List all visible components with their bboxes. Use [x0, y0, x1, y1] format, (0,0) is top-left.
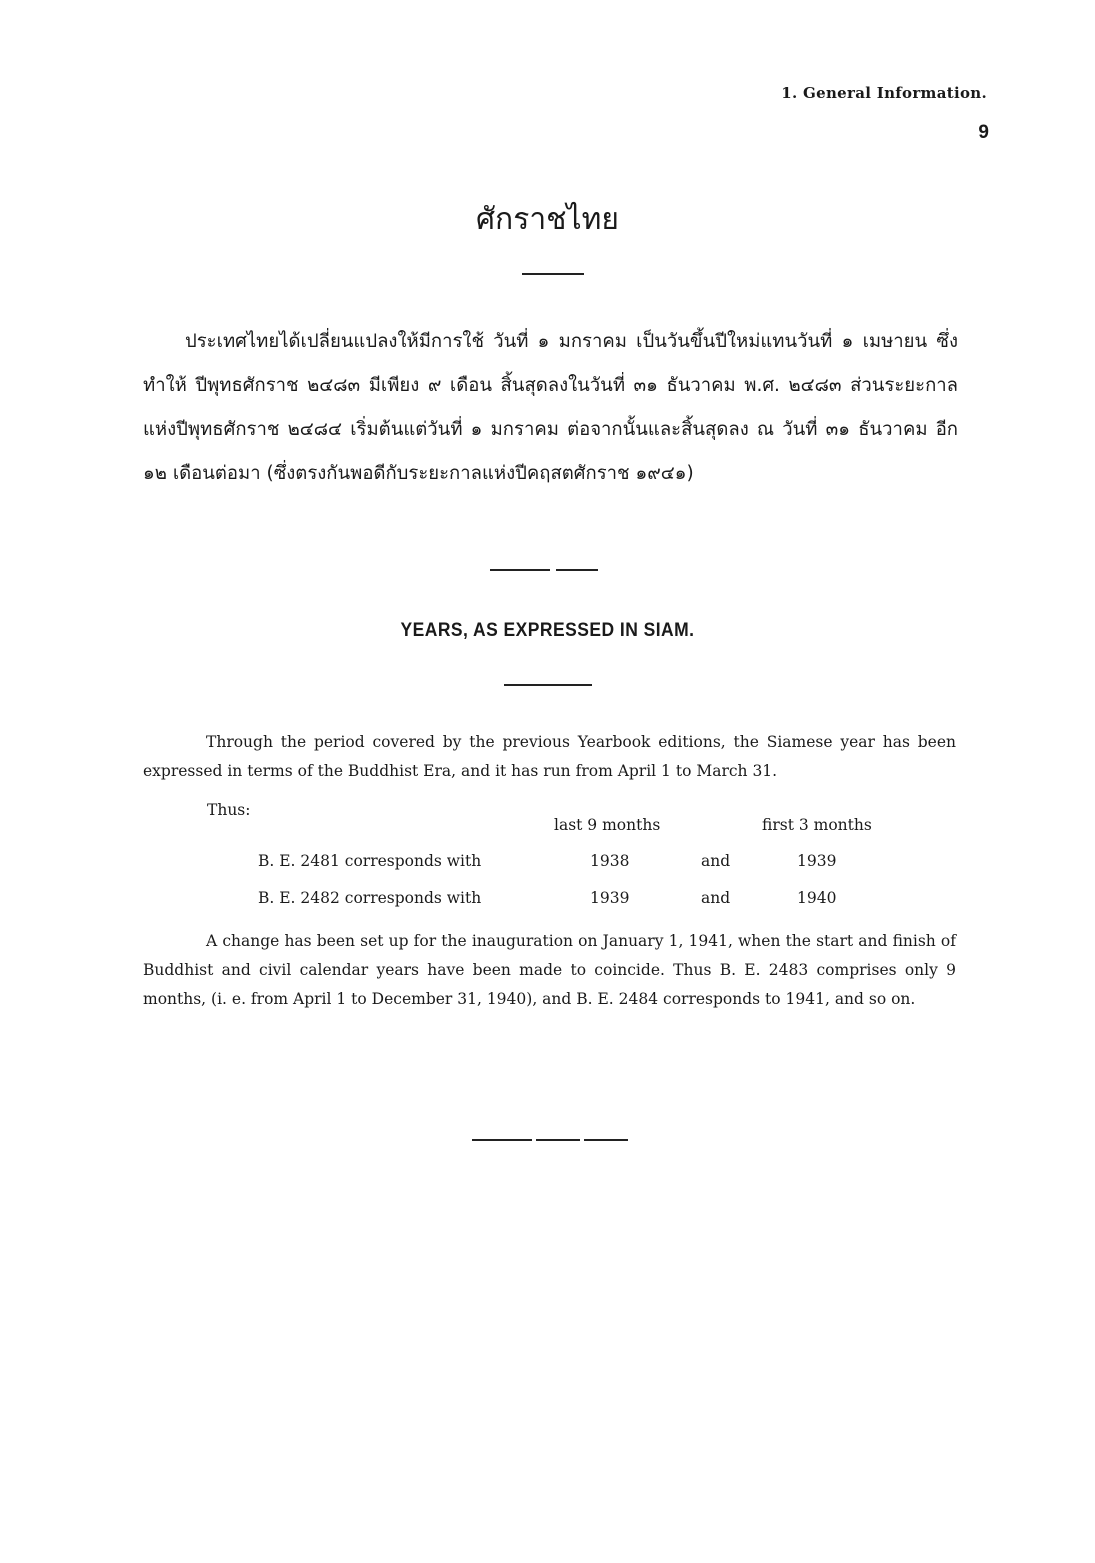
- english-title: YEARS, AS EXPRESSED IN SIAM.: [400, 620, 695, 641]
- end-divider-1: [472, 1139, 532, 1141]
- table-row-label: B. E. 2482 corresponds with: [258, 889, 482, 907]
- intro-paragraph: Through the period covered by the previous Yearbook editions, the Siamese year has been expressed in terms of the Buddhist Era, and it has run from April 1 to March 31.: [143, 733, 956, 780]
- section-divider-right: [556, 569, 598, 571]
- table-row-label: B. E. 2481 corresponds with: [258, 852, 482, 870]
- end-divider-3: [584, 1139, 628, 1141]
- thai-title: ศักราชไทย: [476, 202, 619, 237]
- table-row-first-year: 1939: [590, 889, 630, 907]
- thai-paragraph: ประเทศไทยได้เปลี่ยนแปลงให้มีการใช้ วันที่ ๑ มกราคม เป็นวันขึ้นปีใหม่แทนวันที่ ๑ เมษายน ซึ่งทำให้ ปีพุทธศักราช ๒๔๘๓ มีเพียง ๙ เดือน สิ้นสุดลงในวันที่ ๓๑ ธันวาคม พ.ศ. ๒๔๘๓ ส่วนระยะกาลแห่งปีพุทธศักราช ๒๔๘๔ เริ่มต้นแต่วันที่ ๑ มกราคม ต่อจากนั้นและสิ้นสุดลง ณ วันที่ ๓๑ ธันวาคม อีก ๑๒ เดือนต่อมา (ซึ่งตรงกันพอดีกับระยะกาลแห่งปีคฤสตศักราช ๑๙๔๑): [143, 331, 958, 484]
- table-row-second-year: 1939: [797, 852, 837, 870]
- table-row-conjunction: and: [701, 889, 731, 907]
- section-header: 1. General Information.: [781, 84, 987, 102]
- section-divider-left: [490, 569, 550, 571]
- page-number: 9: [978, 122, 989, 143]
- table-row-second-year: 1940: [797, 889, 837, 907]
- col-header-last-9-months: last 9 months: [554, 816, 661, 834]
- english-title-divider: [504, 684, 592, 686]
- end-divider-2: [536, 1139, 580, 1141]
- table-row-conjunction: and: [701, 852, 731, 870]
- closing-paragraph: A change has been set up for the inauguration on January 1, 1941, when the start and finish of Buddhist and civil calendar years have been made to coincide. Thus B. E. 2483 comprises only 9 months, (i. e. from April 1 to December 31, 1940), and B. E. 2484 corresponds to 1941, and so on.: [143, 932, 956, 1008]
- table-row-first-year: 1938: [590, 852, 630, 870]
- title-divider: [522, 273, 584, 275]
- col-header-first-3-months: first 3 months: [762, 816, 872, 834]
- thus-label: Thus:: [207, 801, 251, 819]
